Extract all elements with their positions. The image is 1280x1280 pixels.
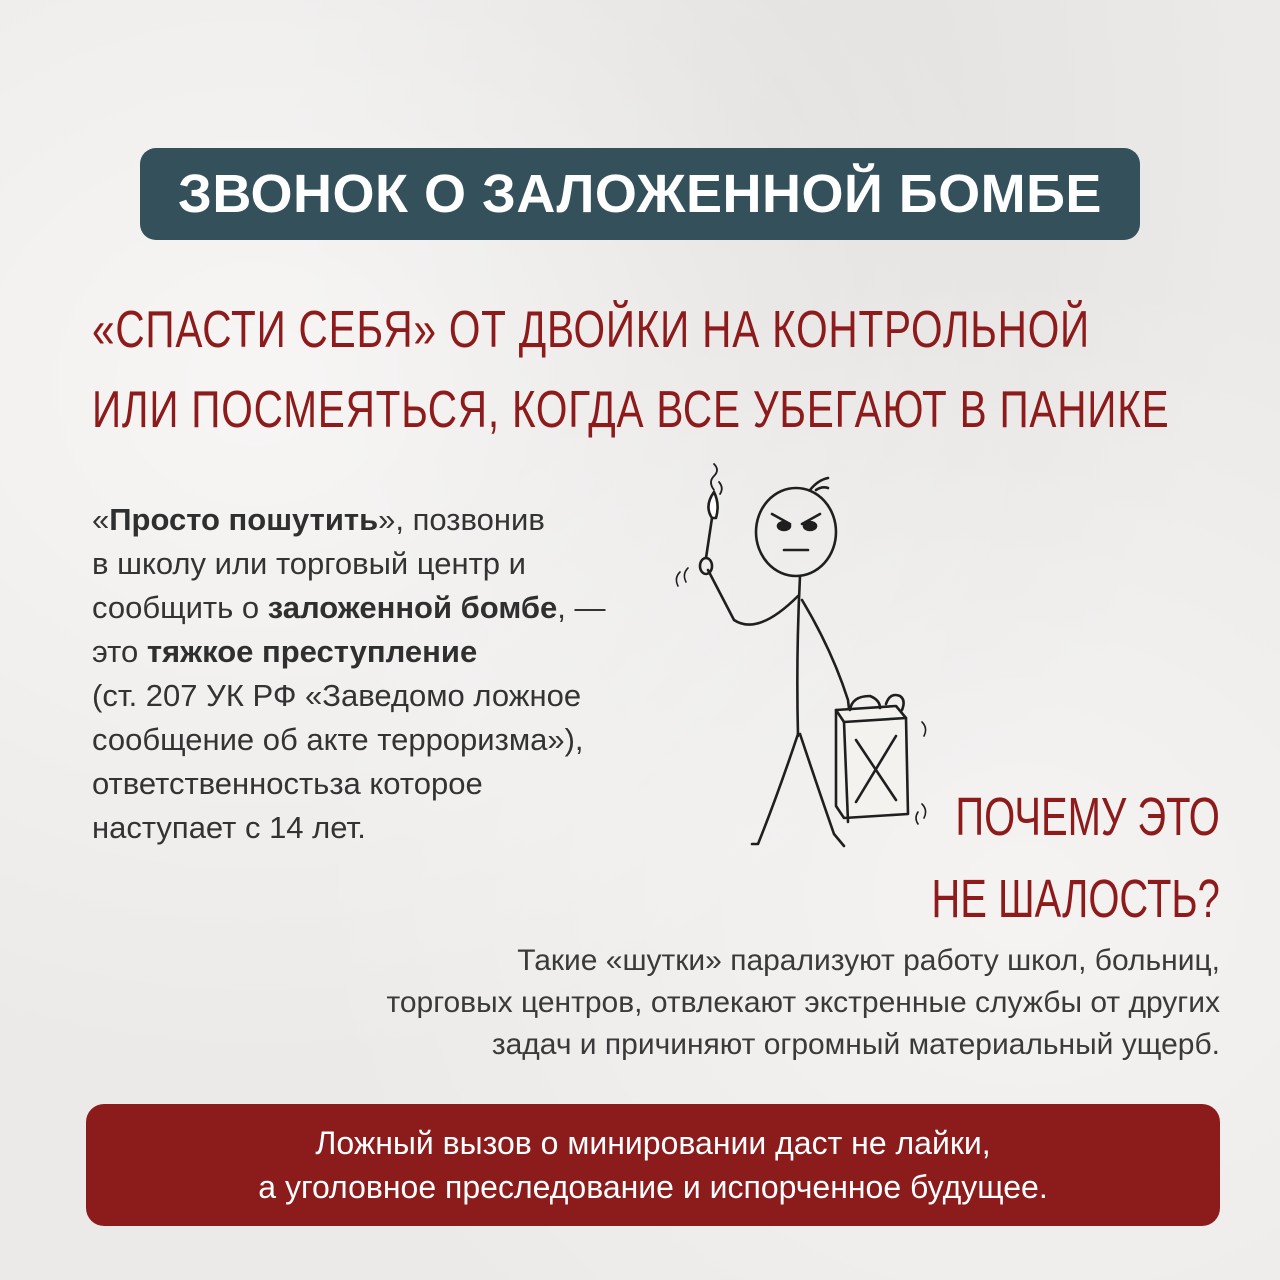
match-stick — [706, 518, 712, 558]
why-line-2: НЕ ШАЛОСТЬ? — [931, 869, 1220, 929]
title-banner — [140, 148, 1140, 240]
figure-hair — [810, 478, 828, 490]
subtitle-line-1: «СПАСТИ СЕБЯ» ОТ ДВОЙКИ НА КОНТРОЛЬНОЙ — [92, 301, 1090, 359]
figure-head — [756, 488, 836, 576]
why-heading — [932, 776, 1220, 940]
body-line: в школу или торговый центр и — [92, 546, 526, 581]
smoke-icon — [711, 464, 722, 494]
body-bold-segment: Просто пошутить — [109, 502, 379, 537]
explain-line-2: торговых центров, отвлекают экстренные службы от других — [386, 986, 1220, 1019]
body-bold-segment: тяжкое преступление — [146, 634, 478, 669]
stick-figure-illustration — [660, 460, 960, 860]
figure-arm-right — [802, 600, 850, 718]
figure-arm-left — [708, 570, 798, 625]
figure-eye-right — [804, 522, 816, 530]
shake-marks — [916, 722, 926, 824]
warning-banner — [86, 1104, 1220, 1226]
body-bold-segment: заложенной бомбе — [267, 590, 558, 625]
why-line-1: ПОЧЕМУ ЭТО — [955, 787, 1220, 847]
warning-line-1: Ложный вызов о минировании даст не лайки, — [315, 1125, 991, 1161]
match-flame-icon — [708, 492, 717, 518]
body-text-segment: », позвонив — [378, 502, 545, 537]
body-line: наступает с 14 лет. — [92, 810, 366, 845]
subtitle-line-2: ИЛИ ПОСМЕЯТЬСЯ, КОГДА ВСЕ УБЕГАЮТ В ПАНИКЕ — [92, 381, 1170, 439]
body-line: ответственностьза которое — [92, 766, 483, 801]
body-text-segment: сообщить о — [92, 590, 268, 625]
figure-leg-left — [752, 734, 798, 844]
explanation-paragraph — [160, 940, 1220, 1066]
body-line: (ст. 207 УК РФ «Заведомо ложное — [92, 678, 582, 713]
figure-torso — [797, 576, 800, 736]
figure-hand-left — [700, 558, 712, 574]
fuel-canister-icon — [836, 695, 908, 822]
body-line: сообщение об акте терроризма»), — [92, 722, 584, 757]
body-paragraph — [92, 498, 692, 850]
warning-line-2: а уголовное преследование и испорченное будущее. — [258, 1169, 1048, 1205]
explain-line-1: Такие «шутки» парализуют работу школ, больниц, — [517, 944, 1220, 977]
page-title: ЗВОНОК О ЗАЛОЖЕННОЙ БОМБЕ — [178, 164, 1102, 224]
motion-lines — [676, 568, 688, 586]
figure-eye-left — [778, 522, 790, 530]
body-text-segment: это — [92, 634, 147, 669]
subtitle — [92, 290, 1170, 450]
body-text-segment: , — — [557, 590, 606, 625]
explain-line-3: задач и причиняют огромный материальный ущерб. — [491, 1028, 1220, 1061]
body-text-segment: « — [92, 502, 110, 537]
